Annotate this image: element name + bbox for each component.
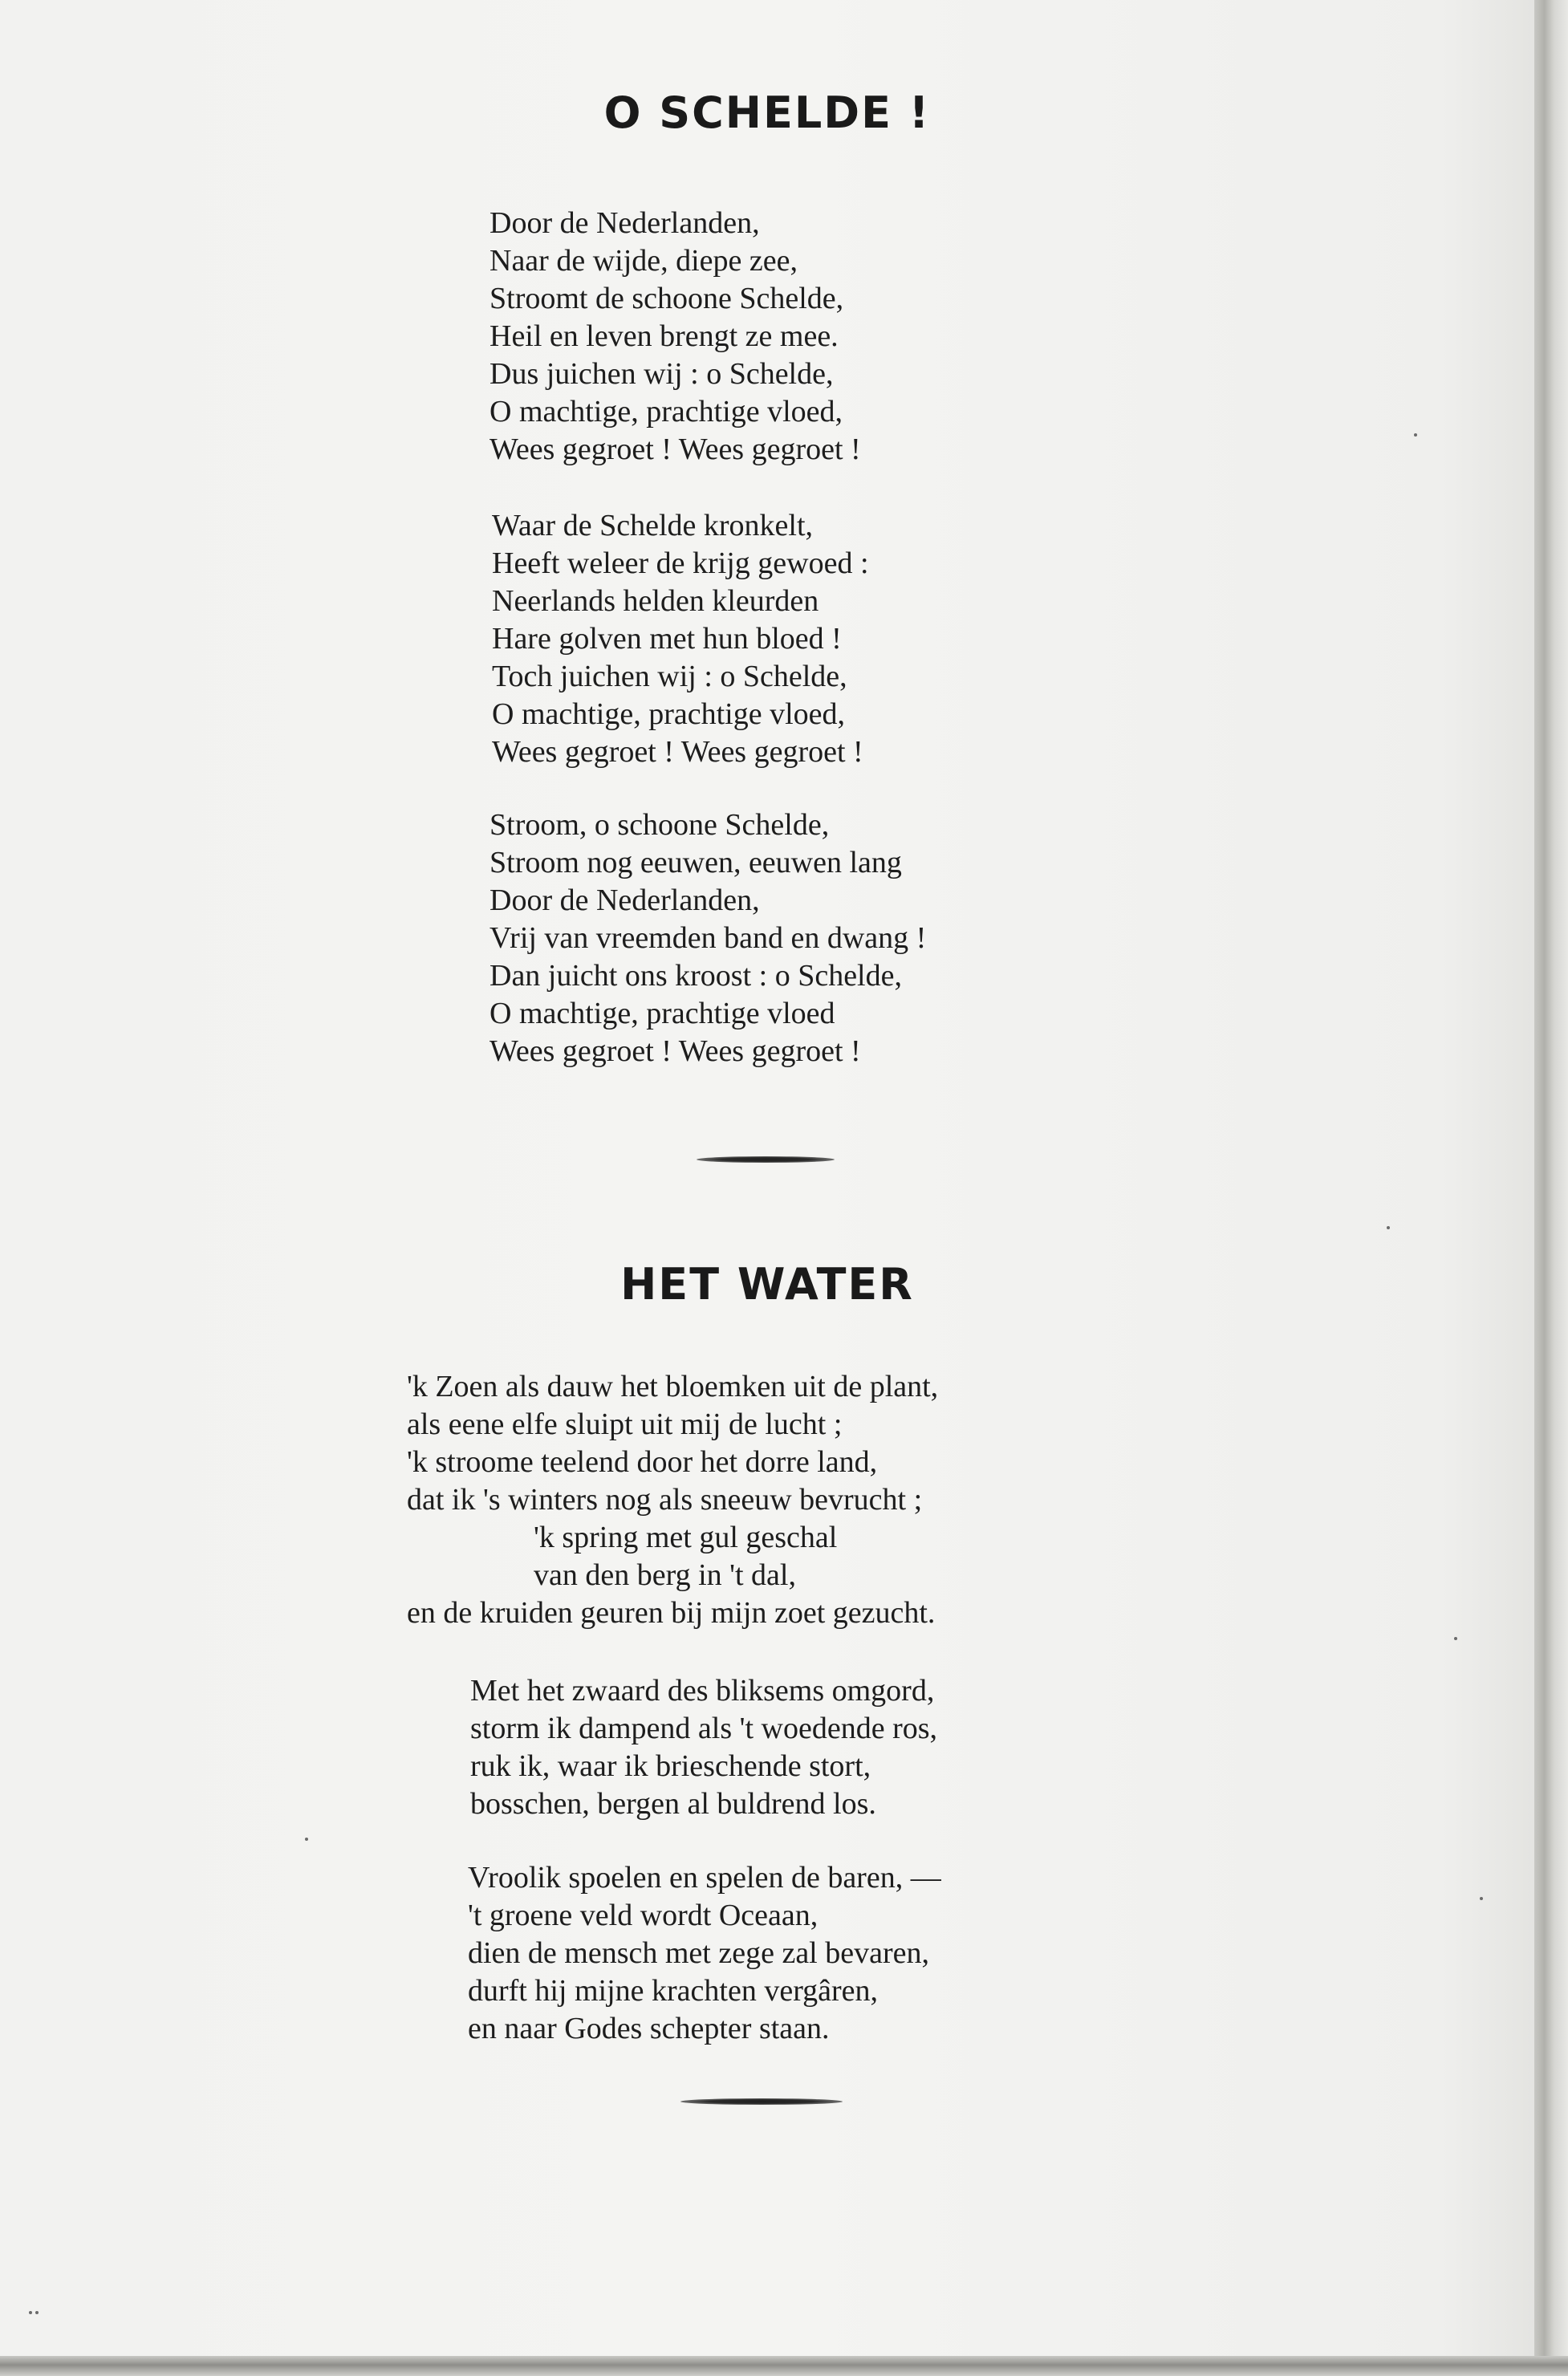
verse-line: O machtige, prachtige vloed, <box>489 395 843 428</box>
verse-line: durft hij mijne krachten vergâren, <box>468 1974 879 2008</box>
verse-line: Wees gegroet ! Wees gegroet ! <box>492 735 863 769</box>
verse-line: Stroomt de schoone Schelde, <box>489 282 844 315</box>
verse-line: en naar Godes schepter staan. <box>468 2012 830 2045</box>
stanza-water-2 <box>470 1672 937 1823</box>
verse-line: O machtige, prachtige vloed <box>489 997 835 1030</box>
verse-line-indented: 'k spring met gul geschal <box>534 1521 838 1554</box>
page-bottom-edge <box>0 2356 1568 2376</box>
verse-line: Dus juichen wij : o Schelde, <box>489 357 834 391</box>
poem-title-het-water: HET WATER <box>620 1259 914 1310</box>
stanza-schelde-1 <box>489 205 861 469</box>
verse-line: Dan juicht ons kroost : o Schelde, <box>489 959 902 993</box>
verse-line: Waar de Schelde kronkelt, <box>492 509 814 542</box>
verse-line: Vrij van vreemden band en dwang ! <box>489 921 927 955</box>
page-spine-edge <box>1534 0 1568 2376</box>
paper-speck <box>1480 1897 1483 1900</box>
verse-line: dat ik 's winters nog als sneeuw bevrucht ; <box>407 1483 923 1517</box>
verse-line: Met het zwaard des bliksems omgord, <box>470 1674 935 1708</box>
verse-line: en de kruiden geuren bij mijn zoet gezucht. <box>407 1596 936 1630</box>
verse-line: Hare golven met hun bloed ! <box>492 622 842 656</box>
poem-title-o-schelde: O SCHELDE ! <box>603 87 931 138</box>
verse-line: 'k Zoen als dauw het bloemken uit de plant, <box>407 1370 939 1403</box>
verse-line: ruk ik, waar ik brieschende stort, <box>470 1749 871 1783</box>
verse-line: O machtige, prachtige vloed, <box>492 697 846 731</box>
verse-line: Toch juichen wij : o Schelde, <box>492 660 847 693</box>
verse-line: Naar de wijde, diepe zee, <box>489 244 798 278</box>
verse-line: Heeft weleer de krijg gewoed : <box>492 546 869 580</box>
verse-line: bosschen, bergen al buldrend los. <box>470 1787 876 1821</box>
verse-line: Wees gegroet ! Wees gegroet ! <box>489 433 861 466</box>
paper-speck <box>1454 1637 1457 1640</box>
stanza-schelde-3 <box>489 806 926 1070</box>
verse-line: Door de Nederlanden, <box>489 206 760 240</box>
verse-line: Vroolik spoelen en spelen de baren, — <box>468 1861 941 1895</box>
verse-line: Heil en leven brengt ze mee. <box>489 319 839 353</box>
verse-line: Stroom nog eeuwen, eeuwen lang <box>489 846 902 879</box>
verse-line: 't groene veld wordt Oceaan, <box>468 1899 819 1932</box>
verse-line: Wees gegroet ! Wees gegroet ! <box>489 1034 861 1068</box>
paper-speck <box>1387 1226 1390 1229</box>
verse-line: storm ik dampend als 't woedende ros, <box>470 1712 938 1745</box>
stanza-water-1 <box>407 1368 938 1632</box>
verse-line-indented: van den berg in 't dal, <box>534 1558 796 1592</box>
stanza-schelde-2 <box>492 507 869 771</box>
ornamental-divider <box>697 1156 835 1163</box>
verse-line: Neerlands helden kleurden <box>492 584 819 618</box>
verse-line: Door de Nederlanden, <box>489 883 760 917</box>
paper-speck <box>1414 433 1417 437</box>
ornamental-divider <box>680 2098 843 2105</box>
paper-speck <box>29 2311 32 2314</box>
verse-line: als eene elfe sluipt uit mij de lucht ; <box>407 1407 843 1441</box>
stanza-water-3 <box>468 1859 941 2048</box>
verse-line: 'k stroome teelend door het dorre land, <box>407 1445 878 1479</box>
paper-speck <box>305 1838 308 1841</box>
verse-line: Stroom, o schoone Schelde, <box>489 808 830 842</box>
paper-speck <box>35 2311 39 2314</box>
verse-line: dien de mensch met zege zal bevaren, <box>468 1936 929 1970</box>
